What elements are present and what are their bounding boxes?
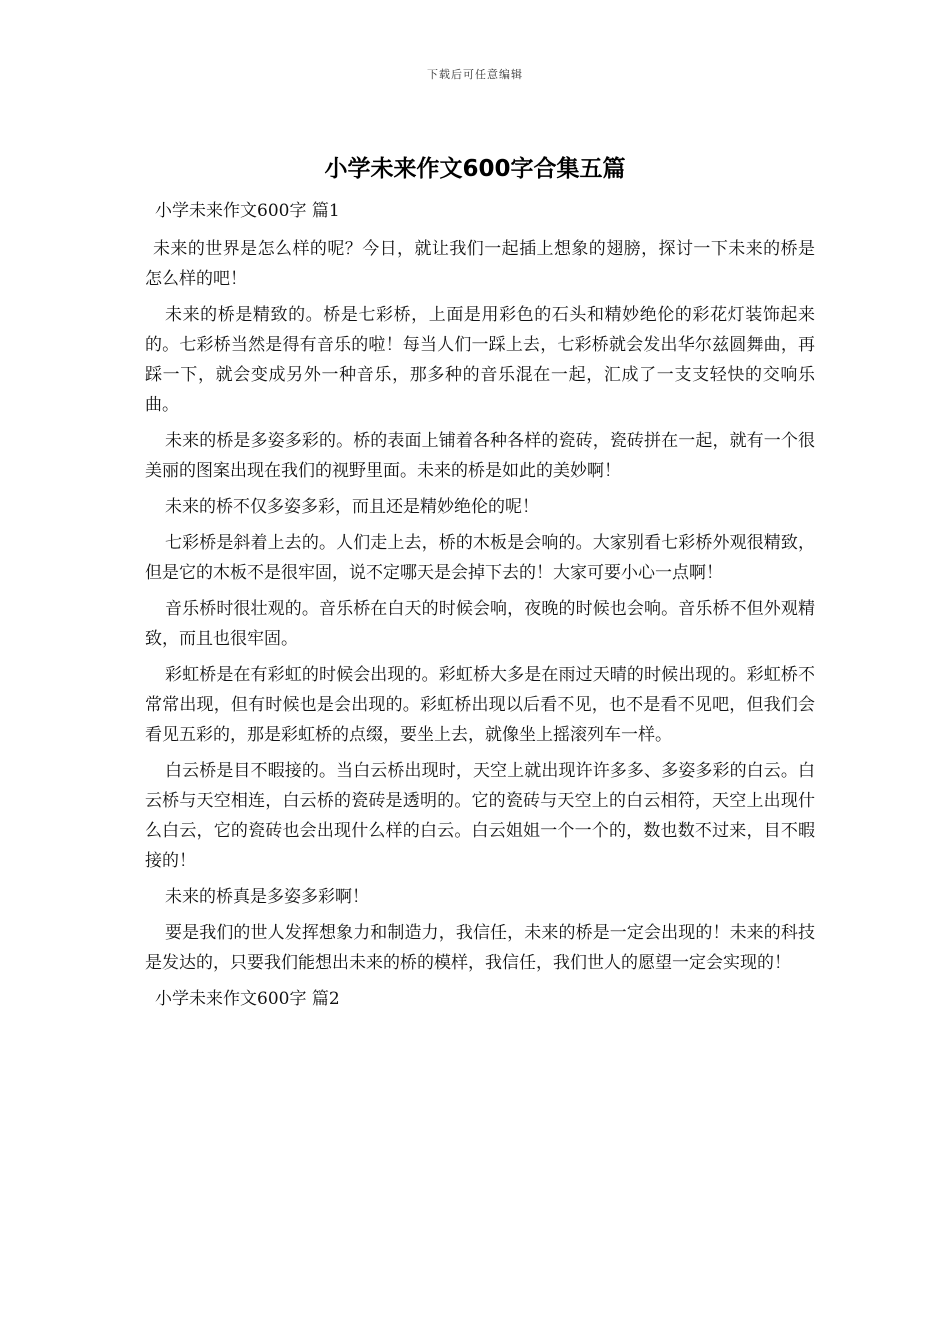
paragraph: 白云桥是目不暇接的。当白云桥出现时，天空上就出现许许多多、多姿多彩的白云。白云桥与天空相连，白云桥的瓷砖是透明的。它的瓷砖与天空上的白云相符，天空上出现什么白云，它的瓷砖也会出现什么样的白云。白云姐姐一个一个的，数也数不过来，目不暇接的！ — [145, 761, 815, 871]
header-note: 下载后可任意编辑 — [427, 68, 523, 81]
paragraph: 未来的桥是多姿多彩的。桥的表面上铺着各种各样的瓷砖，瓷砖拼在一起，就有一个很美丽的图案出现在我们的视野里面。未来的桥是如此的美妙啊！ — [145, 431, 815, 481]
section-heading-1: 小学未来作文600字 篇1 — [155, 201, 340, 221]
document-body — [145, 196, 815, 1022]
paragraph: 未来的桥不仅多姿多彩，而且还是精妙绝伦的呢！ — [165, 497, 539, 517]
paragraph: 未来的桥真是多姿多彩啊！ — [165, 887, 369, 907]
paragraph: 彩虹桥是在有彩虹的时候会出现的。彩虹桥大多是在雨过天晴的时候出现的。彩虹桥不常常出现，但有时候也是会出现的。彩虹桥出现以后看不见，也不是看不见吧，但我们会看见五彩的，那是彩虹桥的点缀，要坐上去，就像坐上摇滚列车一样。 — [145, 665, 815, 745]
document-title: 小学未来作文600字合集五篇 — [324, 156, 626, 182]
paragraph: 音乐桥时很壮观的。音乐桥在白天的时候会响，夜晚的时候也会响。音乐桥不但外观精致，而且也很牢固。 — [145, 599, 815, 649]
paragraph: 未来的世界是怎么样的呢？今日，就让我们一起插上想象的翅膀，探讨一下未来的桥是怎么样的吧！ — [145, 239, 815, 289]
paragraph: 要是我们的世人发挥想象力和制造力，我信任，未来的桥是一定会出现的！未来的科技是发达的，只要我们能想出未来的桥的模样，我信任，我们世人的愿望一定会实现的！ — [145, 923, 815, 973]
paragraph: 七彩桥是斜着上去的。人们走上去，桥的木板是会响的。大家别看七彩桥外观很精致，但是它的木板不是很牢固，说不定哪天是会掉下去的！大家可要小心一点啊！ — [145, 533, 815, 583]
section-heading-2: 小学未来作文600字 篇2 — [155, 989, 340, 1009]
paragraph: 未来的桥是精致的。桥是七彩桥，上面是用彩色的石头和精妙绝伦的彩花灯装饰起来的。七彩桥当然是得有音乐的啦！每当人们一踩上去，七彩桥就会发出华尔兹圆舞曲，再踩一下，就会变成另外一种音乐，那多种的音乐混在一起，汇成了一支支轻快的交响乐曲。 — [145, 305, 815, 415]
